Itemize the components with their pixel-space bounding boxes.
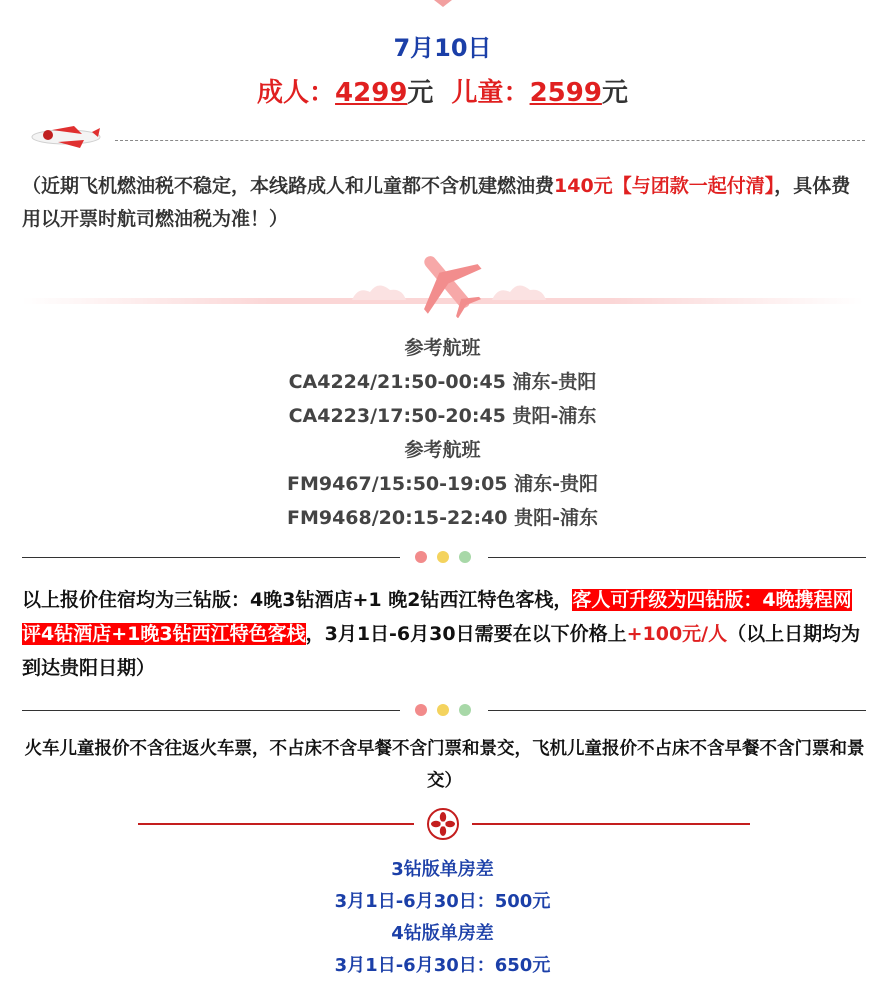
fuel-note-text: （近期飞机燃油税不稳定，本线路成人和儿童都不含机建燃油费: [22, 175, 555, 197]
child-price-note: 火车儿童报价不含往返火车票，不占床不含早餐不含门票和景交，飞机儿童报价不占床不含早餐不含门票和景交）: [24, 739, 865, 791]
separator-line-right: [488, 557, 866, 558]
four-diamond-price: 3月1日-6月30日：650元: [334, 955, 551, 976]
three-diamond-price: 3月1日-6月30日：500元: [334, 891, 551, 912]
dot-yellow-icon: [437, 704, 449, 716]
separator-line-left: [22, 557, 400, 558]
flight-heading-1: 参考航班: [404, 337, 481, 359]
adult-unit: 元: [407, 78, 434, 108]
child-label: 儿童：: [451, 78, 530, 108]
adult-label: 成人：: [257, 78, 336, 108]
flight-line: CA4224/21:50-00:45 浦东-贵阳: [288, 371, 597, 393]
room-difference: [0, 854, 885, 982]
small-plane-icon: [22, 120, 102, 154]
flower-icon: [426, 807, 460, 841]
cloud-right-icon: [488, 278, 548, 302]
child-price: 2599: [529, 78, 602, 108]
top-ornament-icon: [432, 0, 454, 8]
flight-line: FM9468/20:15-22:40 贵阳-浦东: [286, 507, 599, 529]
surcharge-amount: +100元/人: [626, 623, 728, 645]
hotel-note-text: 以上报价住宿均为三钻版：4晚3钻酒店+1 晚2钻西江特色客栈，: [22, 589, 573, 611]
price-line: [0, 72, 885, 109]
cloud-left-icon: [348, 278, 408, 302]
hotel-note: [22, 583, 867, 685]
dot-red-icon: [415, 551, 427, 563]
flight-line: CA4223/17:50-20:45 贵阳-浦东: [288, 405, 597, 427]
hotel-note-text-2: ，3月1日-6月30日需要在以下价格上: [305, 623, 627, 645]
flight-list: [0, 331, 885, 535]
upgrade-highlight: 客人可升级为四钻版：4晚携程网评4钻酒店+1晚3钻西江特色客栈: [22, 589, 852, 645]
separator-line-right: [488, 710, 866, 711]
fuel-pay-note: 【与团款一起付清】: [612, 175, 775, 197]
dotted-divider: [115, 140, 865, 141]
three-diamond-title: 3钻版单房差: [391, 859, 494, 880]
child-unit: 元: [601, 78, 628, 108]
airplane-icon: [408, 246, 486, 318]
fuel-note: [22, 170, 867, 236]
tour-date: 7月10日: [393, 34, 492, 62]
four-diamond-title: 4钻版单房差: [391, 923, 494, 944]
fuel-amount: 140元: [554, 175, 613, 197]
dot-yellow-icon: [437, 551, 449, 563]
dot-green-icon: [459, 551, 471, 563]
flight-heading-2: 参考航班: [404, 439, 481, 461]
adult-price: 4299: [335, 78, 408, 108]
flower-divider-left: [138, 823, 414, 825]
separator-line-left: [22, 710, 400, 711]
dot-green-icon: [459, 704, 471, 716]
fuel-note-text-2: ，具体费用以开票时航司燃油税为准！）: [22, 175, 851, 230]
flower-divider-right: [472, 823, 750, 825]
flight-line: FM9467/15:50-19:05 浦东-贵阳: [286, 473, 599, 495]
hotel-note-text-3: （以上日期均为到达贵阳日期）: [22, 623, 861, 679]
dot-red-icon: [415, 704, 427, 716]
